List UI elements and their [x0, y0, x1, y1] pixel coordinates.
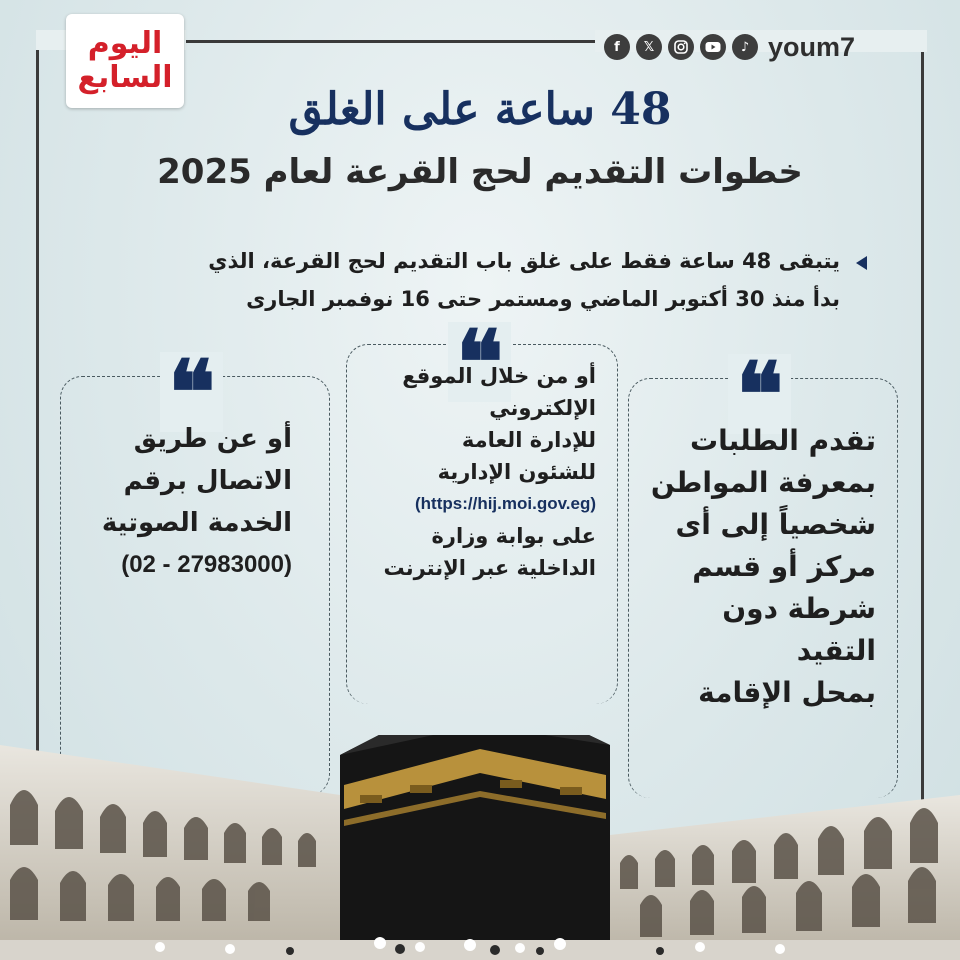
card-line: على بوابة وزارة: [431, 524, 596, 548]
instagram-icon[interactable]: [668, 34, 694, 60]
card-line: الخدمة الصوتية: [101, 508, 292, 538]
card-line: أو عن طريق: [133, 424, 292, 454]
intro-line: يتبقى 48 ساعة فقط على غلق باب التقديم لحج القرعة، الذي: [208, 249, 840, 273]
card-line: تقدم الطلبات: [689, 424, 876, 457]
youtube-icon[interactable]: [700, 34, 726, 60]
card-line: للإدارة العامة: [461, 428, 596, 452]
logo-line: اليوم: [87, 26, 163, 61]
brand-name[interactable]: youm7: [768, 31, 856, 62]
card-line: الاتصال برقم: [123, 466, 292, 496]
intro-line: بدأ منذ 30 أكتوبر الماضي ومستمر حتى 16 نوفمبر الجارى: [246, 287, 840, 311]
card-line: بمحل الإقامة: [698, 676, 876, 709]
card-line: شخصياً إلى أى: [675, 508, 876, 541]
main-title: 48 ساعة على الغلق: [288, 84, 672, 135]
intro-text: [140, 242, 840, 318]
quote-icon: ❝: [728, 354, 791, 434]
card-line: مركز أو قسم: [692, 550, 876, 583]
website-link[interactable]: (https://hij.moi.gov.eg): [415, 494, 596, 513]
quote-icon: ❝: [448, 322, 511, 402]
card-text-left: [86, 418, 292, 586]
card-text-right: [640, 420, 876, 714]
card-line: بمعرفة المواطن: [650, 466, 876, 499]
phone-number[interactable]: (02 - 27983000): [121, 551, 292, 578]
bullet-arrow-icon: [856, 256, 867, 270]
youm7-logo[interactable]: [66, 14, 184, 108]
kaaba-scene: [0, 735, 960, 960]
quote-icon: ❝: [160, 352, 223, 432]
card-line: أو من خلال الموقع: [402, 364, 596, 388]
logo-line: السابع: [77, 60, 173, 95]
card-line: شرطة دون التقيد: [722, 592, 876, 667]
social-links: [604, 30, 855, 64]
card-line: الإلكتروني: [489, 396, 596, 420]
subtitle: خطوات التقديم لحج القرعة لعام 2025: [157, 152, 803, 192]
card-line: الداخلية عبر الإنترنت: [383, 556, 596, 580]
facebook-icon[interactable]: f: [604, 34, 630, 60]
card-text-middle: [360, 360, 596, 584]
card-line: للشئون الإدارية: [437, 460, 596, 484]
x-icon[interactable]: 𝕏: [636, 34, 662, 60]
tiktok-icon[interactable]: ♪: [732, 34, 758, 60]
